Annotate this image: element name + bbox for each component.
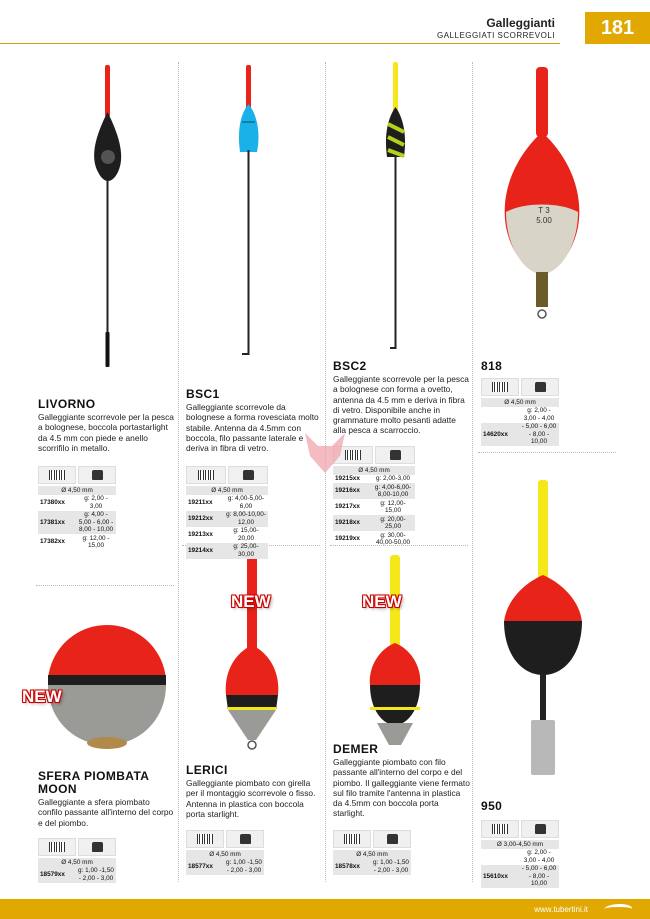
new-badge: NEW — [22, 687, 62, 706]
product-description: Galleggiante a sfera piombato confilo passante all'interno del corpo e del piombo. — [38, 797, 174, 828]
lerici-float-image — [222, 555, 282, 760]
column-divider — [178, 62, 179, 882]
product-950 — [481, 800, 581, 813]
product-description: Galleggiante piombato con filo passante all'interno del corpo e del piombo. Il galleggiante viene fermato sul filo tramite l'antenna in plastica da 4.5mm con boccola porta starlight. — [333, 757, 470, 819]
sfera-float-image — [45, 620, 170, 760]
barcode-icon — [481, 378, 519, 396]
product-code: 19214xx — [186, 543, 224, 559]
grams: g: 1,00 -1,50 - 2,00 - 3,00 — [371, 859, 411, 875]
livorno-spec-table — [38, 466, 116, 550]
grams: g: 1,00 -1,50 - 2,00 - 3,00 — [224, 859, 264, 875]
bsc2-float-image — [380, 62, 420, 362]
barcode-icon — [186, 466, 226, 484]
grams: - 5,00 - 6,00 - 8,00 - 10,00 — [519, 423, 559, 447]
grams: g: 12,00 - 15,00 — [82, 534, 110, 549]
product-code: 17380xx — [40, 498, 65, 506]
grams: g: 2,00 - 3,00 — [84, 495, 108, 510]
product-code: 14620xx — [481, 423, 519, 447]
grams: - 5,00 - 6,00 - 8,00 - 10,00 — [519, 865, 559, 889]
product-code: 19219xx — [335, 535, 360, 543]
diameter: Ø 4,50 mm — [333, 850, 411, 859]
grams: g: 2,00 - 3,00 - 4,00 — [523, 407, 555, 422]
weight-icon — [375, 446, 415, 464]
product-lerici — [186, 764, 324, 819]
product-name: 818 — [481, 359, 503, 373]
818-spec-table — [481, 378, 559, 446]
product-code: 19211xx — [188, 498, 213, 506]
diameter: Ø 4,50 mm — [333, 466, 415, 475]
product-bsc2 — [333, 360, 471, 436]
bsc1-spec-table — [186, 466, 268, 559]
diameter: Ø 4,50 mm — [38, 486, 116, 495]
product-code: 18577xx — [186, 859, 224, 875]
weight-icon — [521, 378, 559, 396]
product-code: 19216xx — [333, 483, 371, 499]
product-description: Galleggiante scorrevole per la pesca a bolognese con forma a ovetto, antenna da 4.5 mm e deriva in fibra di vetro. Disponibile anche in grammature molto pesanti adatte alla pesca a scarroccio. — [333, 374, 469, 436]
demer-float-image — [365, 555, 425, 755]
diameter: Ø 4,50 mm — [186, 850, 264, 859]
sfera-spec-table — [38, 838, 116, 883]
product-name: SFERA PIOMBATA MOON — [38, 769, 149, 796]
product-name: LERICI — [186, 763, 228, 777]
barcode-icon — [38, 838, 76, 856]
product-code: 18578xx — [333, 859, 371, 875]
grams: g: 2,00-3,00 — [375, 475, 411, 482]
product-818 — [481, 360, 581, 373]
product-name: BSC2 — [333, 359, 367, 373]
product-code: 17382xx — [40, 538, 65, 546]
barcode-icon — [333, 830, 371, 848]
950-float-image — [500, 475, 590, 785]
diameter: Ø 4,50 mm — [186, 486, 268, 495]
barcode-icon — [481, 820, 519, 838]
grams: g: 30,00-40,00-50,00 — [375, 531, 411, 546]
new-badge: NEW — [231, 592, 271, 611]
product-code: 19212xx — [186, 511, 224, 527]
product-description: Galleggiante piombato con girella per il montaggio scorrevole o fisso. Antenna in plastica con boccola porta starlight. — [186, 778, 316, 819]
product-code — [481, 407, 519, 423]
grams: g: 4,00-6,00-8,00-10,00 — [371, 483, 415, 499]
grams: g: 8,00-10,00-12,00 — [224, 511, 268, 527]
grams: g: 15,00-20,00 — [233, 527, 259, 542]
brand-logo-icon — [602, 904, 634, 914]
product-code: 15610xx — [481, 865, 519, 889]
demer-spec-table — [333, 830, 411, 875]
product-code: 19218xx — [333, 515, 371, 531]
header-rule — [0, 43, 560, 44]
barcode-icon — [186, 830, 224, 848]
row-divider — [478, 452, 616, 453]
818-float-image — [500, 62, 590, 327]
grams: g: 4,00-5,00-6,00 — [227, 495, 265, 510]
row-divider — [36, 585, 174, 586]
grams: g: 12,00-15,00 — [380, 499, 406, 514]
product-code: 19213xx — [188, 530, 213, 538]
footer-url[interactable]: www.tubertini.it — [534, 905, 588, 914]
weight-icon — [373, 830, 411, 848]
diameter: Ø 4,50 mm — [38, 858, 116, 867]
product-code: 19217xx — [335, 503, 360, 511]
weight-icon — [228, 466, 268, 484]
fox-watermark-logo — [300, 428, 350, 478]
grams: g: 20,00-25,00 — [371, 515, 415, 531]
column-divider — [472, 62, 473, 882]
product-code: 19215xx — [335, 475, 360, 482]
section-subtitle: GALLEGGIATI SCORREVOLI — [437, 31, 555, 40]
barcode-icon — [38, 466, 76, 484]
product-name: BSC1 — [186, 387, 220, 401]
page-number: 181 — [585, 12, 650, 44]
weight-icon — [226, 830, 264, 848]
lerici-spec-table — [186, 830, 264, 875]
diameter: Ø 4,50 mm — [481, 398, 559, 407]
weight-icon — [78, 838, 116, 856]
grams: g: 4,00 - 5,00 - 6,00 - 8,00 - 10,00 — [76, 511, 116, 535]
product-name: 950 — [481, 799, 503, 813]
diameter: Ø 3,00-4,50 mm — [481, 840, 559, 849]
product-name: DEMER — [333, 742, 379, 756]
818-body-marking: T 3 5.00 — [536, 206, 552, 225]
product-code: 17381xx — [38, 511, 76, 535]
product-description: Galleggiante scorrevole per la pesca a bolognese, boccola portastarlight da 4.5 mm con piede e anello scorrifilo in metallo. — [38, 412, 174, 453]
bsc1-float-image — [232, 62, 272, 362]
product-code: 18579xx — [38, 867, 76, 883]
grams: g: 1,00 -1,50 - 2,00 - 3,00 — [76, 867, 116, 883]
livorno-float-image — [90, 62, 130, 372]
new-badge: NEW — [362, 592, 402, 611]
product-name: LIVORNO — [38, 397, 96, 411]
weight-icon — [521, 820, 559, 838]
grams: g: 2,00 - 3,00 - 4,00 — [523, 849, 555, 864]
product-livorno — [38, 398, 176, 453]
product-demer — [333, 743, 471, 819]
product-description: Galleggiante scorrevole da bolognese a forma rovesciata molto stabile. Antenna da 4.5mm con boccola, filo passante laterale e deriva in fibra di vetro. — [186, 402, 319, 454]
950-spec-table — [481, 820, 559, 888]
product-code — [481, 849, 519, 865]
weight-icon — [78, 466, 116, 484]
section-title: Galleggianti — [486, 16, 555, 30]
product-sfera-piombata-moon — [38, 770, 176, 828]
grams: g: 25,00-30,00 — [224, 543, 268, 559]
